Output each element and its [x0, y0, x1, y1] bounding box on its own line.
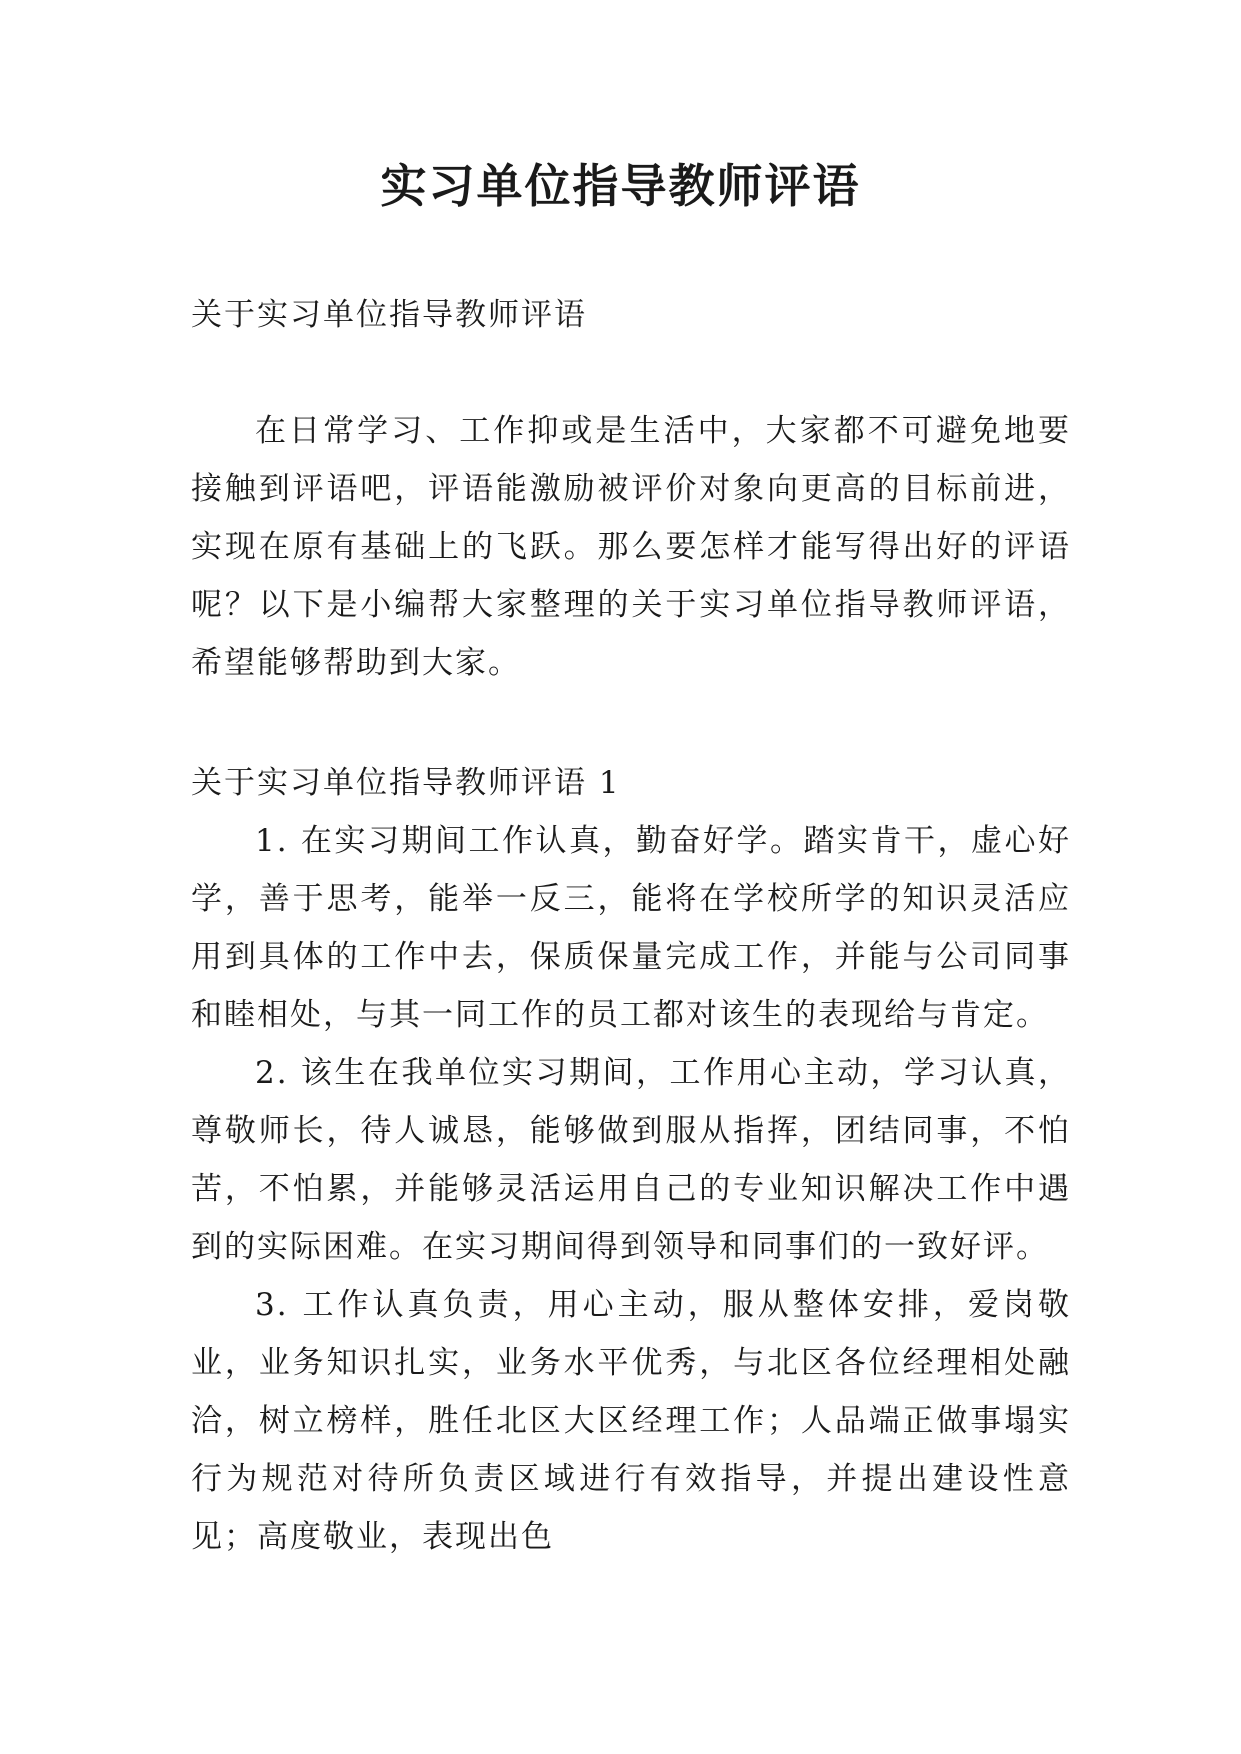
- comment-item-2: 2. 该生在我单位实习期间，工作用心主动，学习认真，尊敬师长，待人诚恳，能够做到服从指挥，团结同事，不怕苦，不怕累，并能够灵活运用自己的专业知识解决工作中遇到的实际困难。在实习期间得到领导和同事们的一致好评。: [191, 1055, 1071, 1265]
- intro-paragraph: 在日常学习、工作抑或是生活中，大家都不可避免地要接触到评语吧，评语能激励被评价对象向更高的目标前进，实现在原有基础上的飞跃。那么要怎样才能写得出好的评语呢？以下是小编帮大家整理的关于实习单位指导教师评语，希望能够帮助到大家。: [191, 413, 1071, 681]
- section-heading: 关于实习单位指导教师评语 1: [191, 765, 621, 801]
- comment-item-3: 3. 工作认真负责，用心主动，服从整体安排，爱岗敬业，业务知识扎实，业务水平优秀，与北区各位经理相处融洽，树立榜样，胜任北区大区经理工作；人品端正做事塌实行为规范对待所负责区域进行有效指导，并提出建设性意见；高度敬业，表现出色: [191, 1287, 1071, 1555]
- comment-item-1: 1. 在实习期间工作认真，勤奋好学。踏实肯干，虚心好学，善于思考，能举一反三，能将在学校所学的知识灵活应用到具体的工作中去，保质保量完成工作，并能与公司同事和睦相处，与其一同工作的员工都对该生的表现给与肯定。: [191, 823, 1071, 1033]
- intro-section: [191, 402, 1071, 692]
- comment-list: [191, 812, 1071, 1566]
- document-subtitle: 关于实习单位指导教师评语: [191, 297, 587, 333]
- document-title: 实习单位指导教师评语: [380, 159, 861, 213]
